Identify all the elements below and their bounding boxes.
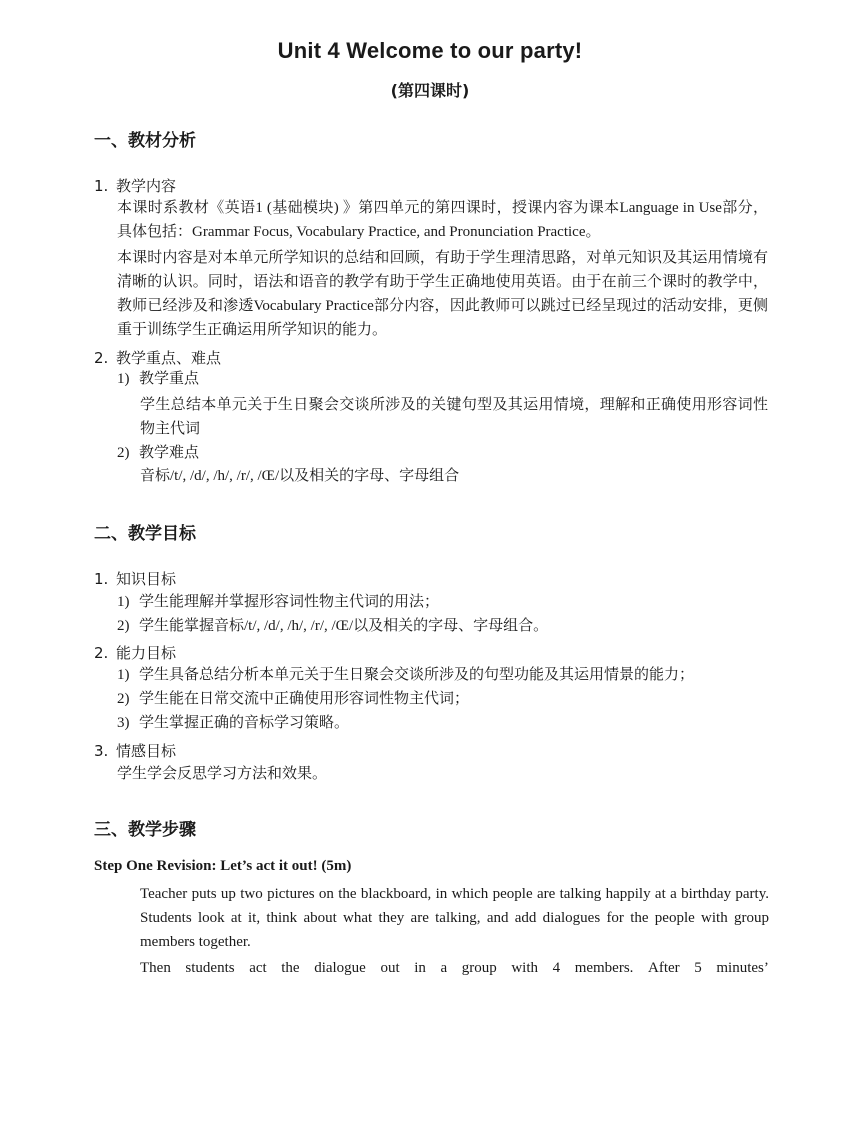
word: the <box>281 960 300 976</box>
subheading-emotion <box>94 740 176 761</box>
subheading-label: 教学重点、难点 <box>116 349 222 367</box>
subheading-label: 知识目标 <box>116 570 177 588</box>
paragraph-key-point: 学生总结本单元关于生日聚会交谈所涉及的关键句型及其运用情境，理解和正确使用形容词性物主代词 <box>140 397 768 437</box>
paragraph-emotion: 学生学会反思学习方法和效果。 <box>117 766 328 782</box>
word: dialogue <box>314 960 366 976</box>
subheading-label: 能力目标 <box>116 644 177 662</box>
word: a <box>440 960 448 976</box>
section-heading-steps: 三、教学步骤 <box>94 820 196 840</box>
word: minutes’ <box>716 960 769 976</box>
list-item-difficulty <box>117 441 199 465</box>
subheading-number: 2. <box>94 349 109 367</box>
subheading-label: 教学内容 <box>116 177 177 195</box>
subheading-knowledge <box>94 568 176 589</box>
subheading-number: 2. <box>94 644 109 662</box>
step-title: Step One Revision: Let’s act it out! (5m) <box>94 858 352 874</box>
list-item-number: 2) <box>117 445 130 461</box>
page-subtitle: (第四课时) <box>390 81 470 100</box>
list-item-text: 学生能掌握音标/t/, /d/, /h/, /r/, /Œ/以及相关的字母、字母组合。 <box>139 618 549 634</box>
word: out <box>380 960 400 976</box>
list-item-text: 学生掌握正确的音标学习策略。 <box>139 715 350 731</box>
paragraph-difficulty: 音标/t/, /d/, /h/, /r/, /Œ/以及相关的字母、字母组合 <box>140 468 460 484</box>
list-item-number: 2) <box>117 691 130 707</box>
list-item <box>117 614 548 638</box>
paragraph-step-2-line <box>140 956 769 980</box>
list-item-number: 1) <box>117 371 130 387</box>
list-item-number: 3) <box>117 715 130 731</box>
list-item <box>117 663 694 687</box>
subheading-number: 3. <box>94 742 109 760</box>
list-item-text: 学生能理解并掌握形容词性物主代词的用法； <box>139 594 440 610</box>
word: students <box>185 960 235 976</box>
section-heading-objectives: 二、教学目标 <box>94 524 196 544</box>
page-title: Unit 4 Welcome to our party! <box>277 38 583 63</box>
subheading-teaching-content <box>94 175 176 196</box>
paragraph-step-1: Teacher puts up two pictures on the blackboard, in which people are talking happily at a birthday party. Students look at it, think about what they are talking, and add dialogues for the people with group members together. <box>140 886 769 950</box>
paragraph-content-2: 本课时内容是对本单元所学知识的总结和回顾，有助于学生理清思路，对单元知识及其运用情境有清晰的认识。同时，语法和语音的教学有助于学生正确地使用英语。由于在前三个课时的教学中，教师已经涉及和渗透Vocabulary Practice部分内容，因此教师可以跳过已经呈现过的活动安排，更侧重于训练学生正确运用所学知识的能力。 <box>117 250 768 338</box>
subheading-number: 1. <box>94 177 109 195</box>
list-item-label: 教学难点 <box>139 445 200 461</box>
list-item-text: 学生能在日常交流中正确使用形容词性物主代词； <box>139 691 470 707</box>
list-item <box>117 590 439 614</box>
section-heading-analysis: 一、教材分析 <box>94 131 196 151</box>
subheading-number: 1. <box>94 570 109 588</box>
list-item-label: 教学重点 <box>139 371 200 387</box>
subheading-key-points <box>94 347 221 368</box>
list-item-key-point <box>117 367 199 391</box>
word: 5 <box>694 960 702 976</box>
word: act <box>249 960 267 976</box>
word: 4 <box>552 960 561 976</box>
paragraph-content-1: 本课时系教材《英语1 (基础模块) 》第四单元的第四课时，授课内容为课本Language in Use部分，具体包括：Grammar Focus, Vocabulary Practice, and Pronunciation Practice。 <box>117 200 768 240</box>
list-item <box>117 711 349 735</box>
list-item-text: 学生具备总结分析本单元关于生日聚会交谈所涉及的句型功能及其运用情景的能力； <box>139 667 695 683</box>
subheading-label: 情感目标 <box>116 742 177 760</box>
list-item-number: 1) <box>117 594 130 610</box>
word: group <box>461 960 497 976</box>
word: in <box>414 960 426 976</box>
list-item-number: 2) <box>117 618 130 634</box>
list-item-number: 1) <box>117 667 130 683</box>
word: Then <box>140 960 171 976</box>
list-item <box>117 687 469 711</box>
word: members. <box>574 960 634 976</box>
word: with <box>511 960 538 976</box>
subheading-ability <box>94 642 176 663</box>
word: After <box>648 960 680 976</box>
